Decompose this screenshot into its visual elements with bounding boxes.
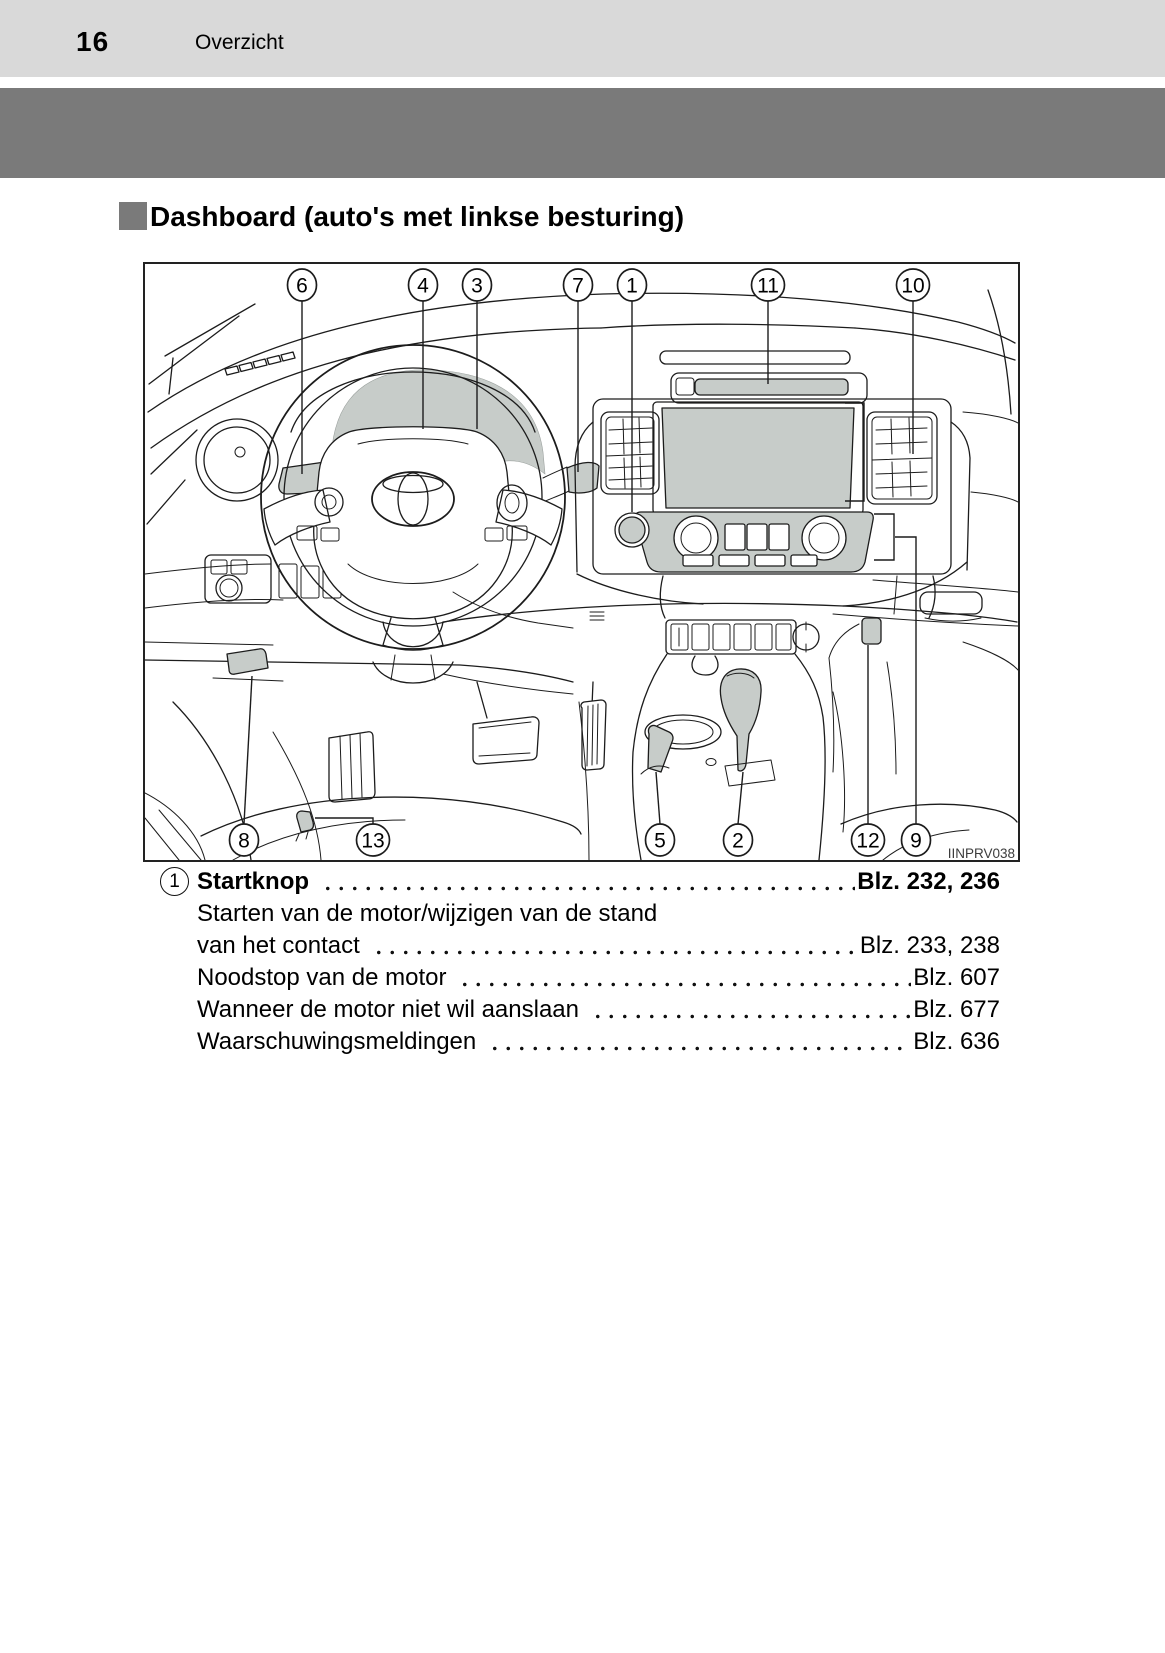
legend-row-text: Wanneer de motor niet wil aanslaan xyxy=(197,996,579,1023)
callout-6 xyxy=(288,269,317,474)
svg-text:2: 2 xyxy=(732,829,744,853)
svg-text:1: 1 xyxy=(626,274,638,298)
svg-text:3: 3 xyxy=(471,274,483,298)
legend-row xyxy=(160,898,1000,930)
svg-text:5: 5 xyxy=(654,829,666,853)
svg-text:8: 8 xyxy=(238,829,250,853)
callout-11 xyxy=(752,269,785,384)
dot-leader xyxy=(484,1045,911,1052)
legend-row-pages: Blz. 233, 238 xyxy=(859,932,1000,959)
legend-row-text: Noodstop van de motor xyxy=(197,964,447,991)
dot-leader xyxy=(317,885,855,892)
svg-text:11: 11 xyxy=(757,274,779,298)
svg-text:4: 4 xyxy=(417,274,429,298)
legend-row xyxy=(160,1026,1000,1058)
upper-dash-vent xyxy=(660,351,850,364)
legend-item-title: Startknop xyxy=(197,868,310,895)
dot-leader xyxy=(368,949,858,956)
callout-9 xyxy=(895,537,931,856)
svg-text:13: 13 xyxy=(361,829,385,853)
parking-brake-lever xyxy=(641,725,673,774)
heading-bullet-square xyxy=(119,202,147,230)
footrest xyxy=(329,732,375,802)
start-button xyxy=(615,513,649,547)
figure-code: IINPRV038 xyxy=(947,846,1015,861)
legend-row xyxy=(160,994,1000,1026)
brake-pedal xyxy=(473,717,539,764)
heading-text: Dashboard (auto's met linkse besturing) xyxy=(150,201,685,232)
page-number: 16 xyxy=(76,26,110,57)
svg-text:9: 9 xyxy=(910,829,922,853)
svg-text:10: 10 xyxy=(901,274,925,298)
svg-text:12: 12 xyxy=(856,829,880,853)
wiper-stalk xyxy=(567,462,599,492)
section-heading xyxy=(119,202,684,232)
console-switch-row xyxy=(666,620,819,654)
climate-bracket xyxy=(874,514,894,560)
legend-row-text: Starten van de motor/wijzigen van de stand xyxy=(197,900,658,927)
legend-row-pages: Blz. 636 xyxy=(913,1028,1000,1055)
center-vent-right xyxy=(867,412,937,504)
legend-row xyxy=(160,962,1000,994)
callout-8 xyxy=(230,676,259,856)
page-header-bar xyxy=(0,0,1165,77)
gear-shift-lever xyxy=(720,669,775,786)
callout-5 xyxy=(646,772,675,856)
legend-item-number: 1 xyxy=(160,867,189,896)
legend-item-pages: Blz. 232, 236 xyxy=(857,868,1000,895)
callout-7 xyxy=(564,269,593,472)
section-title: Overzicht xyxy=(195,31,284,54)
dashboard-figure xyxy=(143,262,1020,862)
dot-leader xyxy=(454,981,911,988)
dashboard-diagram xyxy=(143,262,1020,862)
callout-12 xyxy=(852,645,885,856)
callout-1 xyxy=(618,269,647,512)
legend-item-startknop xyxy=(160,866,1000,898)
legend-row-text: van het contact xyxy=(197,932,360,959)
hood-release-lever xyxy=(227,649,268,675)
glovebox-handle xyxy=(920,592,982,614)
power-outlet xyxy=(862,618,881,644)
chapter-banner xyxy=(0,88,1165,178)
callout-13 xyxy=(315,818,390,856)
legend xyxy=(160,866,1000,1058)
touchscreen-display xyxy=(653,402,863,514)
airbag-pad xyxy=(314,427,513,619)
fuel-lid-opener xyxy=(296,811,313,841)
legend-row xyxy=(160,930,1000,962)
svg-text:7: 7 xyxy=(572,274,584,298)
svg-text:6: 6 xyxy=(296,274,308,298)
legend-row-pages: Blz. 607 xyxy=(913,964,1000,991)
legend-row-text: Waarschuwingsmeldingen xyxy=(197,1028,477,1055)
legend-row-pages: Blz. 677 xyxy=(913,996,1000,1023)
callout-10 xyxy=(897,269,930,454)
center-vent-left xyxy=(601,412,659,494)
dot-leader xyxy=(587,1013,911,1020)
climate-control-panel xyxy=(635,512,874,572)
dashboard-art xyxy=(143,290,1018,860)
